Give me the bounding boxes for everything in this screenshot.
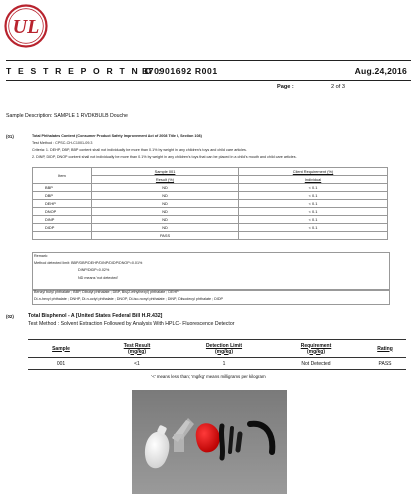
col-requirement-header: Client Requirement (%) [239,168,388,176]
table-row [33,232,388,240]
report-date: Aug.24,2016 [354,66,407,76]
page-number: 2 of 3 [331,84,345,90]
col-detection-limit-header: Detection Limit (mg/kg) [180,340,268,358]
table-row [33,200,388,208]
black-tube-icon [221,426,222,458]
report-number: B70901692 R001 [142,66,218,76]
sample-description: Sample Description: SAMPLE 1 RVDKBULB Douche [6,113,128,119]
table-row [33,216,388,224]
units-note: '<' means less than; 'mg/kg' means milligrams per kilogram [151,374,266,379]
nd-means-note: ND means 'not detected' [78,276,119,280]
svg-text:UL: UL [12,16,40,38]
sample-photo [132,390,287,494]
row-item: DNOP [33,208,92,216]
row-requirement: < 0.1 [239,208,388,216]
row-item: DBP [33,192,92,200]
bisphenol-table [28,339,406,370]
row-result: ND [92,208,239,216]
col-sample-header: Sample [28,340,94,358]
cell-sample: 001 [28,358,94,370]
row-item: DINP [33,216,92,224]
row-result: ND [92,192,239,200]
black-nozzle-icon [230,428,232,452]
section-01-test-method: Test Method : CPSC-CH-C1001-09.3 [32,141,93,145]
col-individual-header: Individual [239,176,388,184]
row-result: ND [92,216,239,224]
col-result-header: Result (%) [92,176,239,184]
method-detected-limit: Method detected limit: BBP/DBP/DEHP/DINP/DIDP/DNOP=0.01% [34,261,143,265]
col-requirement-header: Requirement (mg/kg) [268,340,364,358]
header-bottom-rule [6,80,411,81]
row-result: ND [92,224,239,232]
row-requirement: < 0.1 [239,200,388,208]
remark-label: Remark: [34,254,48,258]
ul-logo-icon [4,4,48,48]
abbreviations-2: Di-n-hexyl phthalate ; DNHP, Di-n-octyl phthalate ; DNOP, Di-iso-nonyl phthalate ; DINP, Diisodecyl phthalate ; DIDP [34,297,223,301]
table-row [33,192,388,200]
report-header [6,66,411,78]
abbreviations-1: Benzyl butyl phthalate ; BBP, Dibutyl phthalate ; DBP, Bis(2-ethylhexyl) phthalate ; DEHP [34,290,179,294]
method-detected-limit-2: DINP/DIDP=0.02% [78,268,110,272]
header-top-rule [6,60,411,61]
col-sample-header: Sample 001 [92,168,239,176]
row-item: DEHP [33,200,92,208]
row-requirement: < 0.1 [239,224,388,232]
phthalates-table [32,167,388,240]
section-01-criteria-2: 2. DINP, DIDP, DNOP content shall not individually be more than 0.1% by weight in any children's toys that can be placed in a child's mouth and child care articles. [32,155,297,159]
table-row [33,224,388,232]
row-requirement: < 0.1 [239,192,388,200]
col-test-result-header: Test Result (mg/kg) [94,340,180,358]
rating-value: PASS [92,232,239,240]
table-row [33,208,388,216]
cell-requirement: Not Detected [268,358,364,370]
black-tip-icon [238,434,240,450]
section-02-number: (02) [6,314,14,319]
table-row [28,358,406,370]
row-item: DIDP [33,224,92,232]
col-rating-header: Rating [364,340,406,358]
report-title: T E S T R E P O R T N O : [6,66,164,76]
col-item-header: Item [33,168,92,184]
cell-rating: PASS [364,358,406,370]
table-row [33,184,388,192]
row-result: ND [92,200,239,208]
section-01-criteria-1: Criteria: 1. DEHP, DBP, BBP content shall not individually be more than 0.1% by weight in any children's toys and child care articles. [32,148,247,152]
cell-test-result: <1 [94,358,180,370]
row-result: ND [92,184,239,192]
section-01-number: (01) [6,134,14,139]
row-requirement: < 0.1 [239,184,388,192]
cell-detection-limit: 1 [180,358,268,370]
row-requirement: < 0.1 [239,216,388,224]
row-item: BBP [33,184,92,192]
page-label: Page : [277,84,294,90]
section-02-test-method: Test Method : Solvent Extraction Followed by Analysis With HPLC- Fluorescence Detector [28,321,235,327]
section-01-title: Total Phthalates Content (Consumer Product Safety Improvement Act of 2008 Title I, Section 108) [32,134,202,138]
section-02-title: Total Bisphenol - A [United States Federal Bill H.R.432] [28,313,163,319]
